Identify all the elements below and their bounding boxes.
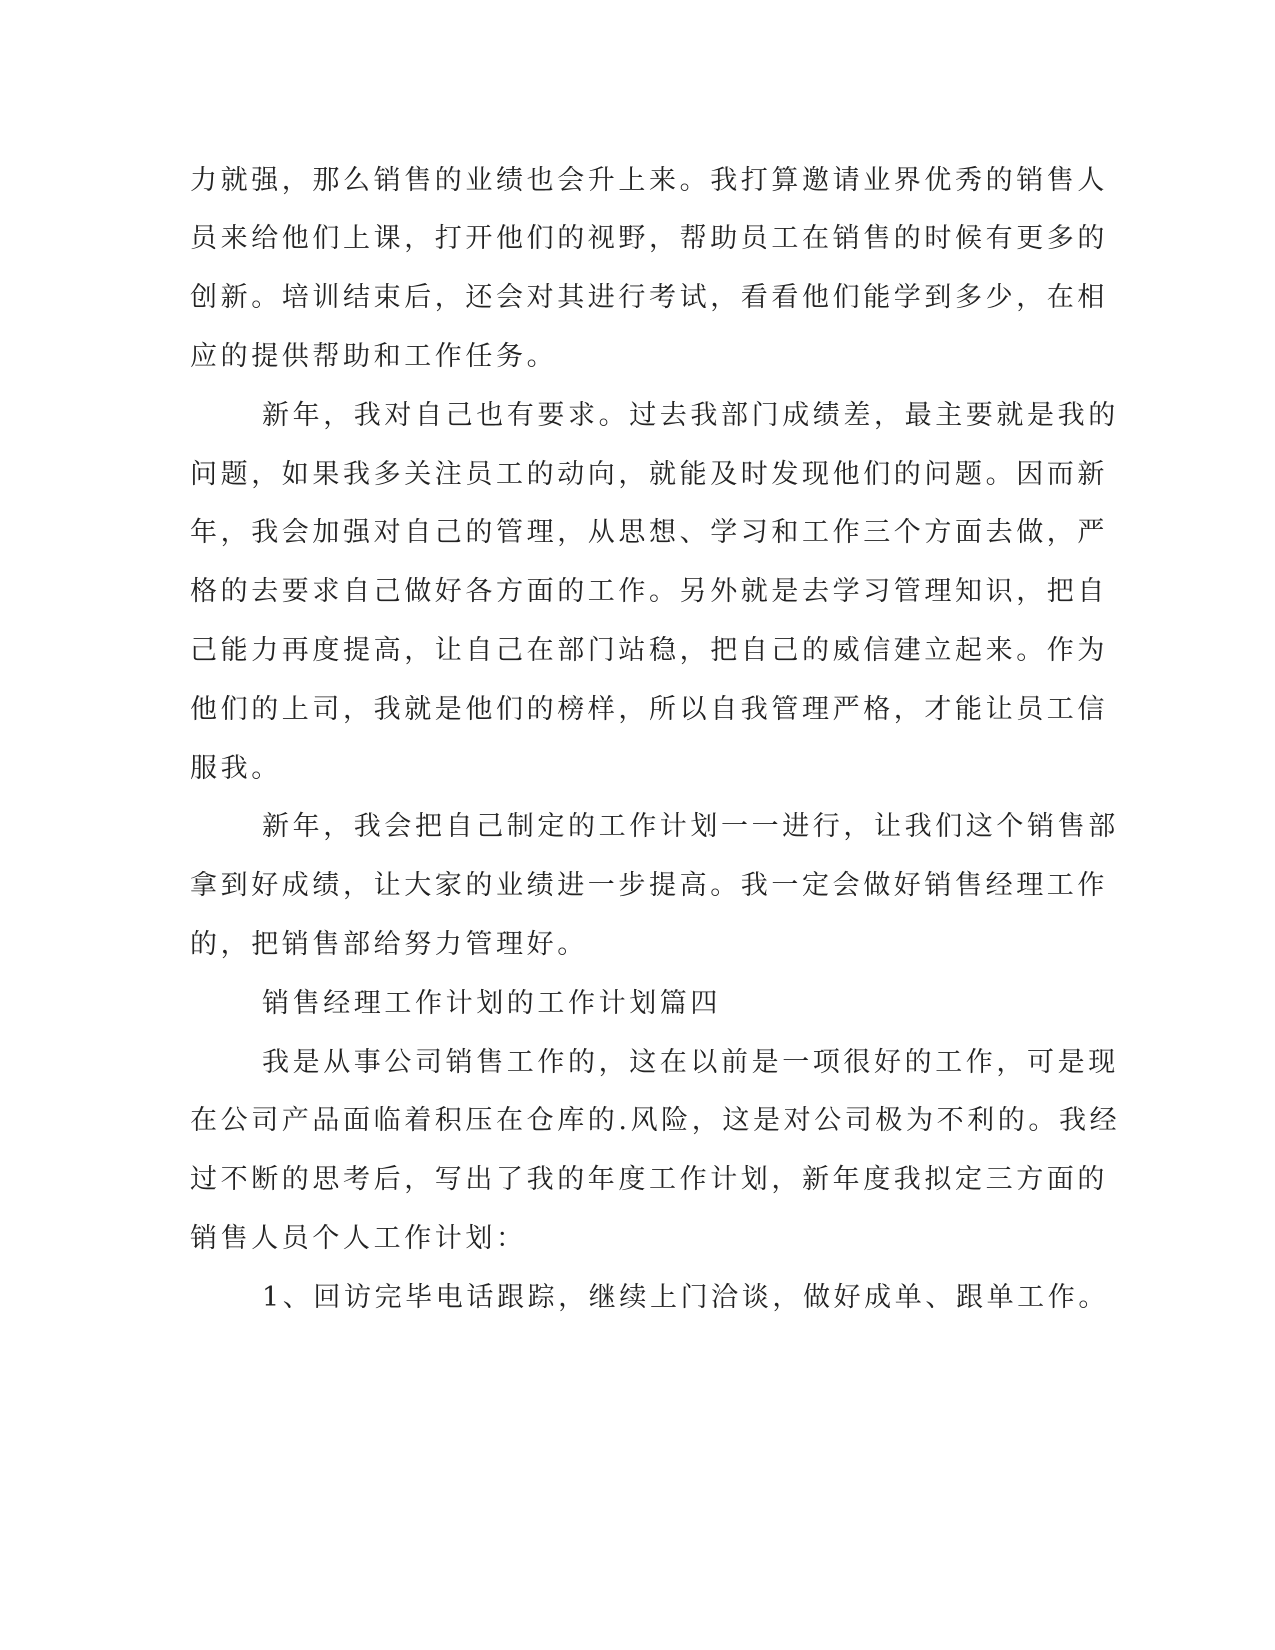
list-item: 1、回访完毕电话跟踪，继续上门洽谈，做好成单、跟单工作。 xyxy=(262,1282,1109,1313)
text-line: 年，我会加强对自己的管理，从思想、学习和工作三个方面去做，严 xyxy=(190,517,1108,548)
text-line: 员来给他们上课，打开他们的视野，帮助员工在销售的时候有更多的 xyxy=(190,223,1108,254)
text-line: 问题，如果我多关注员工的动向，就能及时发现他们的问题。因而新 xyxy=(190,459,1108,490)
section-heading: 销售经理工作计划的工作计划篇四 xyxy=(262,988,721,1019)
text-line: 他们的上司，我就是他们的榜样，所以自我管理严格，才能让员工信 xyxy=(190,694,1108,725)
text-line: 力就强，那么销售的业绩也会升上来。我打算邀请业界优秀的销售人 xyxy=(190,165,1108,196)
text-line: 格的去要求自己做好各方面的工作。另外就是去学习管理知识，把自 xyxy=(190,576,1108,607)
text-line: 的，把销售部给努力管理好。 xyxy=(190,929,588,960)
paragraph-first-line: 新年，我会把自己制定的工作计划一一进行，让我们这个销售部 xyxy=(262,811,1119,842)
text-line: 创新。培训结束后，还会对其进行考试，看看他们能学到多少，在相 xyxy=(190,282,1108,313)
text-line: 过不断的思考后，写出了我的年度工作计划，新年度我拟定三方面的 xyxy=(190,1164,1108,1195)
text-line: 在公司产品面临着积压在仓库的.风险，这是对公司极为不利的。我经 xyxy=(190,1105,1121,1136)
text-line: 应的提供帮助和工作任务。 xyxy=(190,341,558,372)
paragraph-first-line: 新年，我对自己也有要求。过去我部门成绩差，最主要就是我的 xyxy=(262,400,1119,431)
text-line: 销售人员个人工作计划： xyxy=(190,1223,527,1254)
paragraph-first-line: 我是从事公司销售工作的，这在以前是一项很好的工作，可是现 xyxy=(262,1047,1119,1078)
text-line: 拿到好成绩，让大家的业绩进一步提高。我一定会做好销售经理工作 xyxy=(190,870,1108,901)
text-line: 服我。 xyxy=(190,753,282,784)
text-line: 己能力再度提高，让自己在部门站稳，把自己的威信建立起来。作为 xyxy=(190,635,1108,666)
